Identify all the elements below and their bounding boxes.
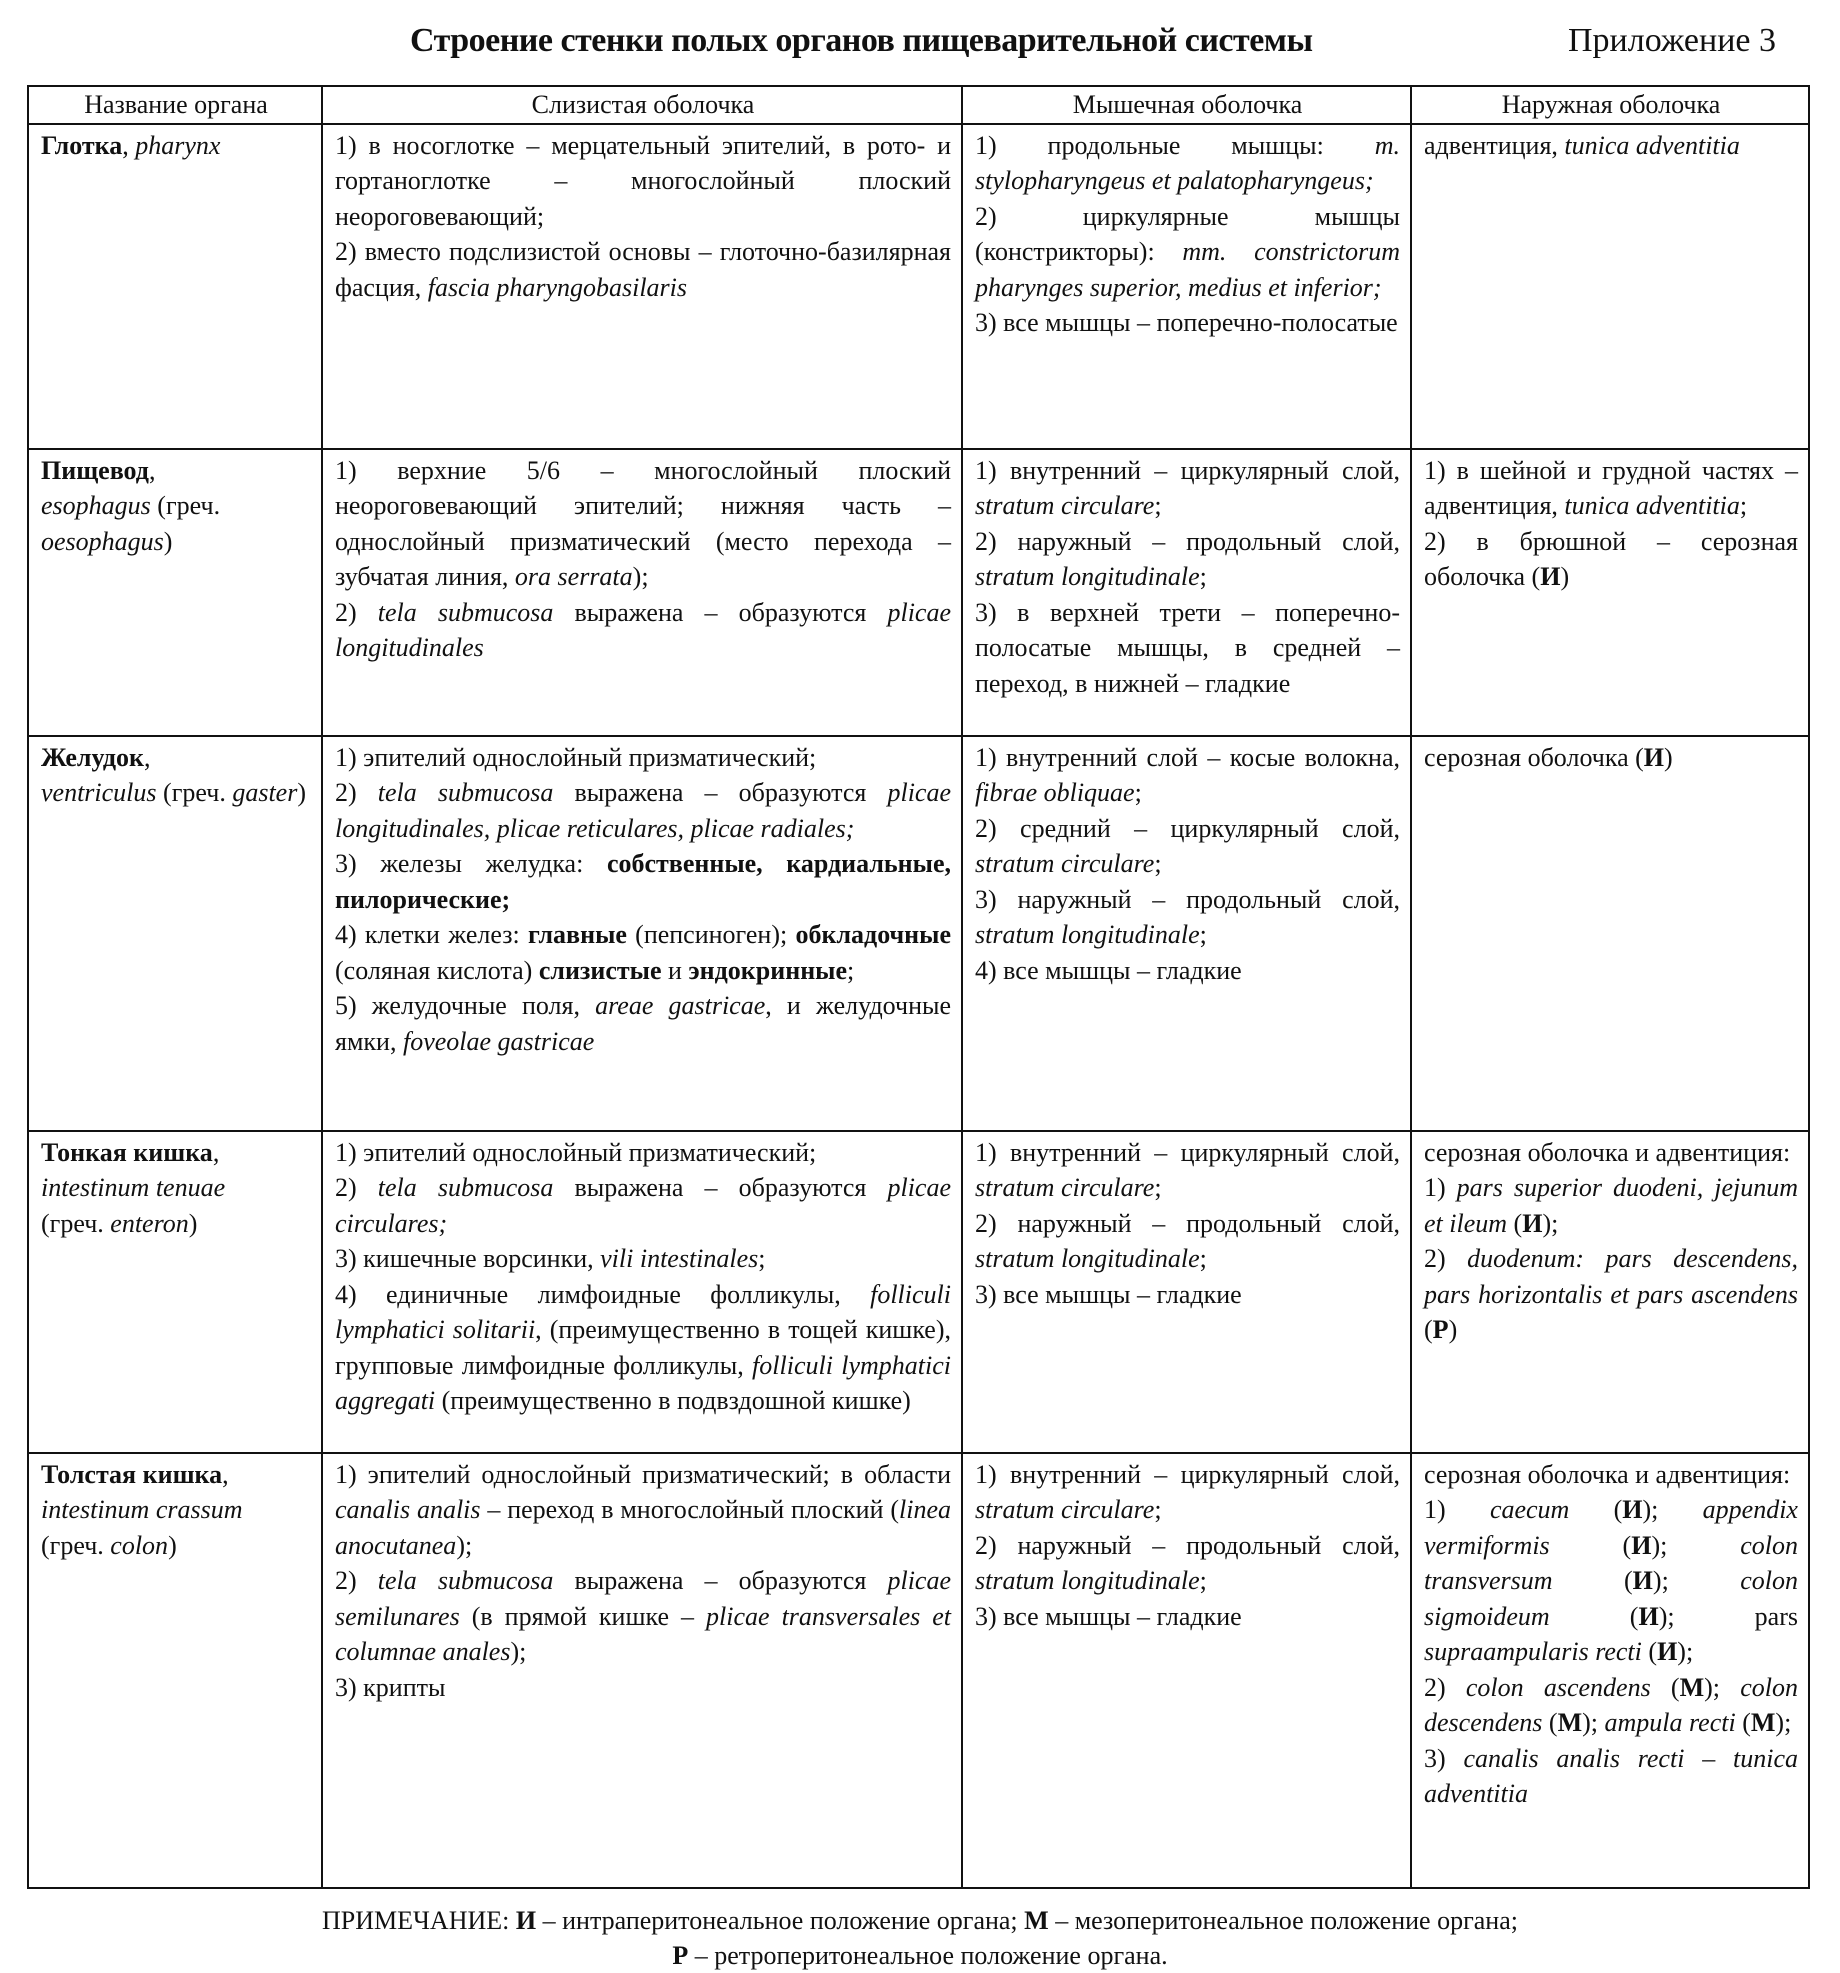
table-row [28,1453,1809,1888]
mucosa-cell: 1) эпителий однослойный призматический; в области canalis analis – переход в многослойный плоский (linea anocutanea); 2) tela submucosa выражена – образуются plicae semilunares (в прямой кишке – plicae transversales et columnae anales); 3) крипты [322,1453,962,1888]
mucosa-cell: 1) в носоглотке – мерцательный эпителий, в рото- и гортаноглотке – многослойный плоский неороговевающий; 2) вместо подслизистой основы – глоточно-базилярная фасция, fascia pharyngobasilaris [322,124,962,449]
organ-name-cell: Желудок, ventriculus (греч. gaster) [28,736,322,1131]
outer-layer-cell: серозная оболочка (И) [1411,736,1809,1131]
table-row [28,736,1809,1131]
footnote: ПРИМЕЧАНИЕ: И – интраперитонеальное положение органа; М – мезоперитонеальное положение органа; Р – ретроперитонеальное положение органа. [322,1906,1518,1970]
muscular-cell: 1) внутренний – циркулярный слой, stratum circulare; 2) наружный – продольный слой, stratum longitudinale; 3) в верхней трети – поперечно-полосатые мышцы, в средней – переход, в нижней – гладкие [962,449,1411,736]
organ-name-cell: Толстая кишка, intestinum crassum (греч. colon) [28,1453,322,1888]
organ-name-cell: Глотка, pharynx [28,124,322,449]
muscular-cell: 1) внутренний – циркулярный слой, stratum circulare; 2) наружный – продольный слой, stratum longitudinale; 3) все мышцы – гладкие [962,1131,1411,1453]
header-organ-name: Название органа [28,86,322,124]
appendix-label: Приложение 3 [1568,22,1776,59]
mucosa-cell: 1) эпителий однослойный призматический; 2) tela submucosa выражена – образуются plicae longitudinales, plicae reticulares, plicae radiales; 3) железы желудка: собственные, кардиальные, пилорические; 4) клетки желез: главные (пепсиноген); обкладочные (соляная кислота) слизистые и эндокринные; 5) желудочные поля, areae gastricae, и желудочные ямки, foveolae gastricae [322,736,962,1131]
header-muscular: Мышечная оболочка [962,86,1411,124]
digestive-wall-table [27,85,1810,1889]
organ-name-cell: Тонкая кишка, intestinum tenuae (греч. enteron) [28,1131,322,1453]
table-row [28,124,1809,449]
muscular-cell: 1) внутренний – циркулярный слой, stratum circulare; 2) наружный – продольный слой, stratum longitudinale; 3) все мышцы – гладкие [962,1453,1411,1888]
header-mucosa: Слизистая оболочка [322,86,962,124]
muscular-cell: 1) внутренний слой – косые волокна, fibrae obliquae; 2) средний – циркулярный слой, stratum circulare; 3) наружный – продольный слой, stratum longitudinale; 4) все мышцы – гладкие [962,736,1411,1131]
table-row [28,1131,1809,1453]
header-outer: Наружная оболочка [1411,86,1809,124]
table-row [28,449,1809,736]
document-title: Строение стенки полых органов пищеварительной системы [410,22,1313,59]
outer-layer-cell: 1) в шейной и грудной частях – адвентиция, tunica adventitia; 2) в брюшной – серозная оболочка (И) [1411,449,1809,736]
outer-layer-cell: адвентиция, tunica adventitia [1411,124,1809,449]
organ-name-cell: Пищевод, esophagus (греч. oesophagus) [28,449,322,736]
mucosa-cell: 1) верхние 5/6 – многослойный плоский неороговевающий эпителий; нижняя часть – однослойный призматический (место перехода – зубчатая линия, ora serrata); 2) tela submucosa выражена – образуются plicae longitudinales [322,449,962,736]
mucosa-cell: 1) эпителий однослойный призматический; 2) tela submucosa выражена – образуются plicae circulares; 3) кишечные ворсинки, vili intestinales; 4) единичные лимфоидные фолликулы, folliculi lymphatici solitarii, (преимущественно в тощей кишке), групповые лимфоидные фолликулы, folliculi lymphatici aggregati (преимущественно в подвздошной кишке) [322,1131,962,1453]
outer-layer-cell: серозная оболочка и адвентиция: 1) caecum (И); appendix vermiformis (И); colon transversum (И); colon sigmoideum (И); pars supraampularis recti (И); 2) colon ascendens (М); colon descendens (М); ampula recti (М); 3) canalis analis recti – tunica adventitia [1411,1453,1809,1888]
table-body [28,124,1809,1888]
outer-layer-cell: серозная оболочка и адвентиция: 1) pars superior duodeni, jejunum et ileum (И); 2) duodenum: pars descendens, pars horizontalis et pars ascendens (Р) [1411,1131,1809,1453]
table-header-row [28,86,1809,124]
muscular-cell: 1) продольные мышцы: m. stylopharyngeus et palatopharyngeus; 2) циркулярные мышцы (констрикторы): mm. constrictorum pharynges superior, medius et inferior; 3) все мышцы – поперечно-полосатые [962,124,1411,449]
